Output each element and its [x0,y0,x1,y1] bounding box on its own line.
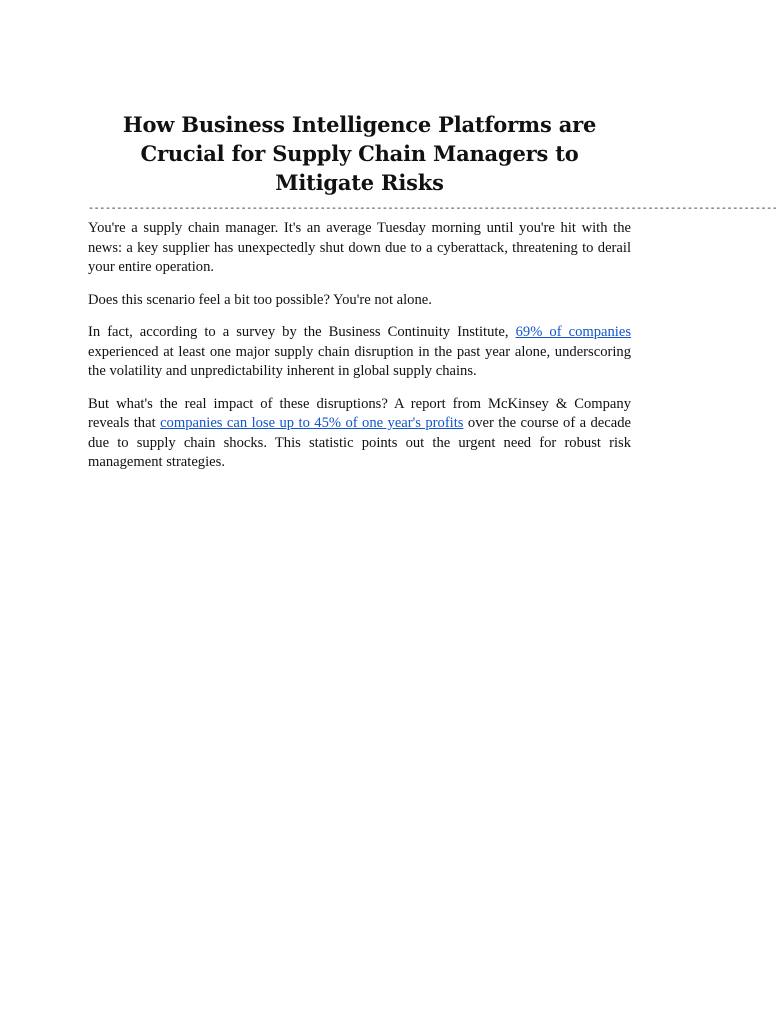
paragraph-impact [88,395,631,473]
title-divider: -------------------------------------------------------------------------------------------------------------------------- [88,204,777,215]
document-title: How Business Intelligence Platforms are Crucial for Supply Chain Managers to Mitigate Risks [122,112,597,195]
link-69-percent-companies[interactable]: 69% of companies [515,324,632,340]
paragraph-survey-text-before: In fact, according to a survey by the Business Continuity Institute, [88,324,516,340]
link-lose-45-percent-profits[interactable]: companies can lose up to 45% of one year's profits [160,415,464,431]
paragraph-intro: You're a supply chain manager. It's an average Tuesday morning until you're hit with the news: a key supplier has unexpectedly shut down due to a cyberattack, threatening to derail your entire operation. [88,220,631,275]
document-page [88,110,777,486]
paragraph-question: Does this scenario feel a bit too possible? You're not alone. [88,291,432,308]
paragraph-impact-text-before: But what's the real impact of these disruptions? A report from McKinsey & Company reveals that [88,395,631,431]
paragraph-survey-text-after: experienced at least one major supply chain disruption in the past year alone, underscoring the volatility and unpredictability inherent in global supply chains. [88,343,631,379]
paragraph-survey [88,323,631,382]
paragraph-impact-text-after: over the course of a decade due to supply chain shocks. This statistic points out the urgent need for robust risk management strategies. [88,415,631,470]
